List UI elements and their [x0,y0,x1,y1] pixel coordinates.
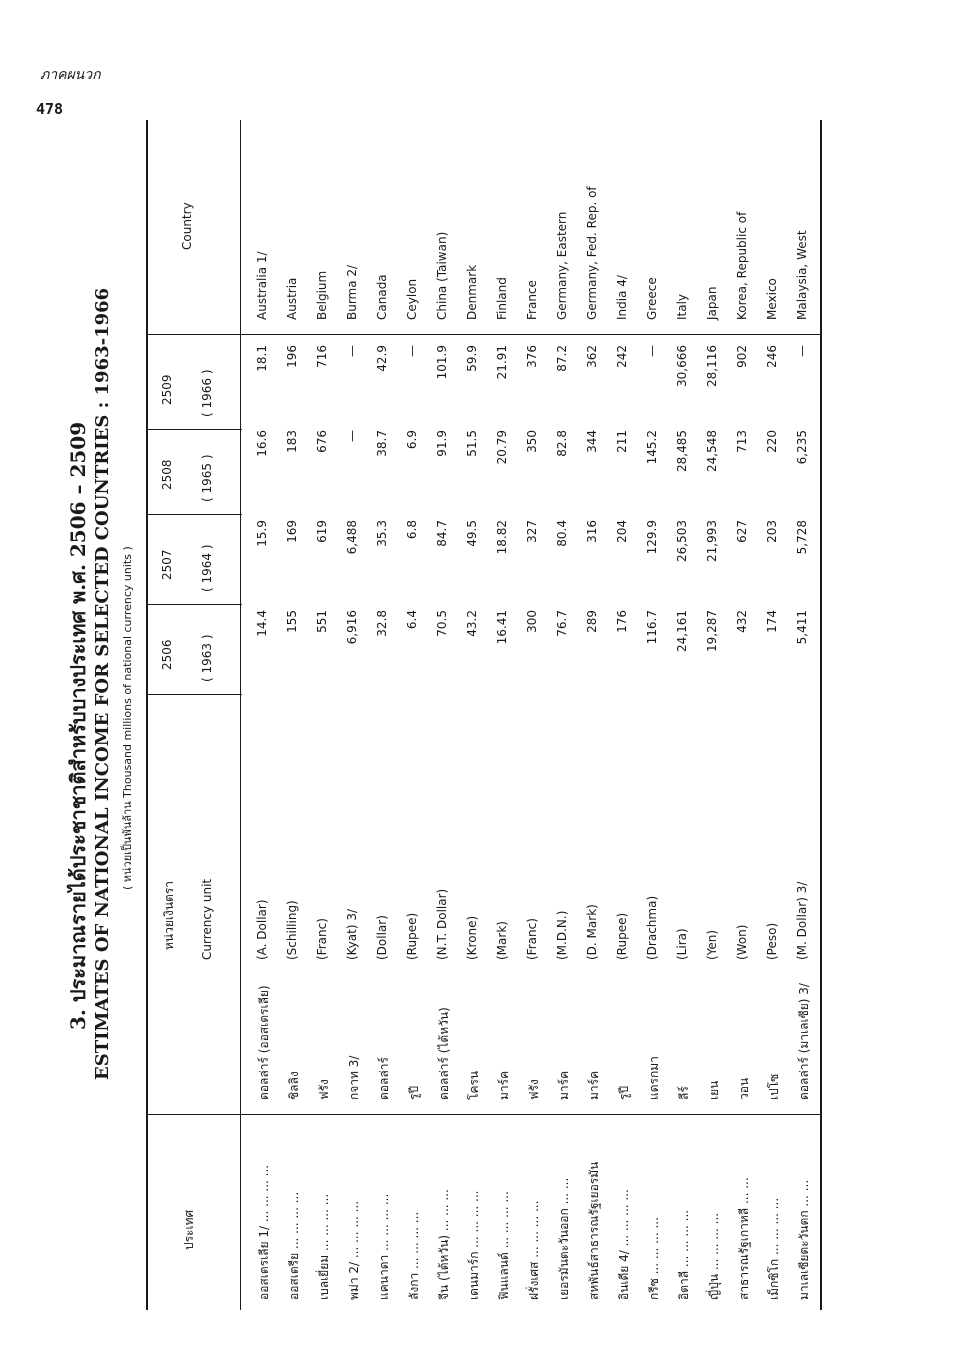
unit-note: ( หน่วยเป็นพันล้าน Thousand millions of national currency units ) [121,546,134,890]
rotated-table-block [50,20,850,1330]
value-cell: 16.41 [495,610,509,645]
column-separator [146,334,820,335]
value-cell: 196 [285,345,299,368]
value-cell: 619 [315,520,329,543]
value-cell: 87.2 [555,345,569,372]
value-cell: 289 [585,610,599,633]
currency-thai: เยน [707,1080,721,1100]
value-cell: 300 [525,610,539,633]
header-year-ce: ( 1964 ) [200,544,214,592]
country-english: Denmark [465,264,479,320]
value-cell: 24,548 [705,430,719,472]
value-cell: 362 [585,345,599,368]
currency-thai: เปโซ [767,1073,781,1100]
value-cell: 18.1 [255,345,269,372]
currency-english: (Mark) [495,921,509,960]
value-cell: 24,161 [675,610,689,652]
currency-english: (M.D.N.) [555,910,569,960]
country-thai: แคนาดา ... ... ... ... [377,1193,391,1300]
value-cell: 91.9 [435,430,449,457]
value-cell: 176 [615,610,629,633]
country-english: Germany, Fed. Rep. of [585,186,599,320]
column-separator [146,1114,820,1115]
value-cell: 676 [315,430,329,453]
country-thai: มาเลเซียตะวันตก ... ... [797,1179,811,1300]
value-cell: — [405,345,419,357]
currency-english: (Dollar) [375,915,389,960]
value-cell: 51.5 [465,430,479,457]
currency-thai: มาร์ค [497,1070,511,1100]
country-english: Ceylon [405,278,419,320]
header-currency-english: Currency unit [200,878,214,960]
currency-english: (N.T. Dollar) [435,888,449,960]
value-cell: 432 [735,610,749,633]
currency-english: (D. Mark) [585,904,599,960]
value-cell: 6.8 [405,520,419,540]
country-english: Australia 1/ [255,251,269,320]
value-cell: 350 [525,430,539,453]
value-cell: 129.9 [645,520,659,555]
header-year-ce: ( 1965 ) [200,454,214,502]
country-thai: ลังกา ... ... ... ... [407,1211,421,1300]
country-english: Malaysia, West [795,230,809,320]
value-cell: 6.9 [405,430,419,450]
country-english: Canada [375,274,389,320]
column-separator [146,429,242,430]
country-thai: อินเดีย 4/ ... ... ... ... [617,1189,631,1300]
value-cell: 220 [765,430,779,453]
section-label: ภาคผนวก [40,67,101,83]
currency-english: (Lira) [675,928,689,960]
currency-thai: รูปี [617,1085,631,1100]
country-english: Burma 2/ [345,264,359,320]
currency-english: (M. Dollar) 3/ [795,881,809,960]
currency-english: (A. Dollar) [255,899,269,960]
country-english: Austria [285,277,299,320]
country-thai: อิตาลี ... ... ... ... [677,1209,691,1300]
value-cell: 6,235 [795,430,809,465]
header-year-be: 2506 [160,639,174,670]
value-cell: 246 [765,345,779,368]
country-thai: ออสเตรเลีย 1/ ... ... ... ... [257,1164,271,1300]
country-english: Finland [495,277,509,320]
value-cell: 82.8 [555,430,569,457]
value-cell: 101.9 [435,345,449,380]
value-cell: 6,916 [345,610,359,645]
title-english: ESTIMATES OF NATIONAL INCOME FOR SELECTED COUNTRIES : 1963-1966 [92,287,113,1080]
value-cell: 6.4 [405,610,419,630]
currency-thai: ชิลลิง [287,1071,301,1100]
value-cell: 627 [735,520,749,543]
value-cell: 6,488 [345,520,359,555]
value-cell: 902 [735,345,749,368]
country-english: Japan [705,286,719,320]
value-cell: 32.8 [375,610,389,637]
value-cell: 5,411 [795,610,809,645]
currency-thai: มาร์ค [587,1070,601,1100]
currency-english: (Drachma) [645,895,659,960]
value-cell: 18.82 [495,520,509,555]
currency-english: (Franc) [315,918,329,960]
value-cell: 28,116 [705,345,719,387]
value-cell: 16.6 [255,430,269,457]
value-cell: 38.7 [375,430,389,457]
country-thai: สหพันธ์สาธารณรัฐเยอรมัน [587,1161,601,1300]
value-cell: 28,485 [675,430,689,472]
currency-thai: ดอลล่าร์ [377,1057,391,1100]
country-thai: ฝรั่งเศส ... ... ... ... [527,1200,541,1300]
currency-english: (Schilling) [285,900,299,960]
currency-thai: ดอลล่าร์ (ออสเตรเลีย) [257,985,271,1100]
value-cell: 84.7 [435,520,449,547]
value-cell: 183 [285,430,299,453]
header-bottom-rule [240,120,241,1310]
value-cell: 35.3 [375,520,389,547]
header-year-be: 2508 [160,459,174,490]
value-cell: 59.9 [465,345,479,372]
header-year-be: 2507 [160,549,174,580]
value-cell: 14.4 [255,610,269,637]
value-cell: — [345,430,359,442]
value-cell: 316 [585,520,599,543]
value-cell: 145.2 [645,430,659,465]
country-english: Belgium [315,270,329,320]
value-cell: 42.9 [375,345,389,372]
table-top-rule [146,120,148,1310]
currency-thai: วอน [737,1077,751,1100]
currency-english: (Rupee) [615,912,629,960]
country-english: Italy [675,293,689,320]
header-year-ce: ( 1963 ) [200,634,214,682]
value-cell: — [645,345,659,357]
value-cell: 5,728 [795,520,809,555]
value-cell: 155 [285,610,299,633]
currency-english: (Kyat) 3/ [345,908,359,960]
currency-english: (Franc) [525,918,539,960]
currency-thai: ฟรัง [317,1079,331,1100]
currency-thai: รูปี [407,1085,421,1100]
header-currency-thai: หน่วยเงินตรา [162,880,176,950]
country-thai: จีน (ไต้หวัน) ... ... ... [437,1189,451,1300]
value-cell: 76.7 [555,610,569,637]
value-cell: 174 [765,610,779,633]
country-thai: เยอรมันตะวันออก ... ... [557,1177,571,1300]
table-bottom-rule [820,120,822,1310]
country-thai: สาธารณรัฐเกาหลี ... ... [737,1177,751,1300]
country-english: China (Taiwan) [435,231,449,320]
value-cell: 376 [525,345,539,368]
country-thai: ออสเตรีย ... ... ... ... [287,1191,301,1300]
currency-english: (Yen) [705,929,719,960]
header-country-english: Country [180,202,194,250]
value-cell: 26,503 [675,520,689,562]
value-cell: 169 [285,520,299,543]
country-thai: เบลเยี่ยม ... ... ... ... [317,1193,331,1300]
column-separator [146,694,242,695]
value-cell: 19,287 [705,610,719,652]
value-cell: 80.4 [555,520,569,547]
currency-english: (Rupee) [405,912,419,960]
value-cell: 551 [315,610,329,633]
country-english: France [525,280,539,320]
value-cell: 344 [585,430,599,453]
value-cell: 49.5 [465,520,479,547]
country-english: Germany, Eastern [555,211,569,320]
currency-english: (Peso) [765,922,779,960]
currency-thai: ดอลล่าร์ (มาเลเซีย) 3/ [797,983,811,1100]
country-thai: เม็กซิโก ... ... ... ... [767,1197,781,1300]
header-year-ce: ( 1966 ) [200,369,214,417]
value-cell: 21.91 [495,345,509,380]
currency-thai: ลีร์ [677,1086,691,1100]
country-english: India 4/ [615,275,629,320]
value-cell: 70.5 [435,610,449,637]
header-year-be: 2509 [160,374,174,405]
value-cell: 716 [315,345,329,368]
currency-thai: กจาท 3/ [347,1055,361,1100]
country-english: Greece [645,277,659,320]
country-thai: พม่า 2/ ... ... ... ... [347,1200,361,1300]
country-english: Korea, Republic of [735,211,749,320]
currency-thai: ฟรัง [527,1079,541,1100]
value-cell: 43.2 [465,610,479,637]
value-cell: — [345,345,359,357]
currency-english: (Krone) [465,915,479,960]
country-thai: กรีซ ... ... ... ... [647,1217,661,1300]
currency-thai: แดรกมา [647,1056,661,1100]
value-cell: 211 [615,430,629,453]
currency-english: (Won) [735,924,749,960]
page-number: 478 [36,100,64,118]
currency-thai: มาร์ค [557,1070,571,1100]
header-country-thai: ประเทศ [182,1209,196,1250]
column-separator [146,604,242,605]
value-cell: 116.7 [645,610,659,645]
value-cell: 204 [615,520,629,543]
column-separator [146,514,242,515]
value-cell: 713 [735,430,749,453]
country-english: Mexico [765,278,779,320]
value-cell: 30,666 [675,345,689,387]
value-cell: 15.9 [255,520,269,547]
country-thai: ฟินแลนด์ ... ... ... ... [497,1191,511,1300]
value-cell: — [795,345,809,357]
country-thai: เดนมาร์ก ... ... ... ... [467,1190,481,1300]
title-thai: 3. ประมาณรายได้ประชาชาติสำหรับบางประเทศ พ.ศ. 2506 – 2509 [66,421,90,1030]
value-cell: 327 [525,520,539,543]
country-thai: ญี่ปุ่น ... ... ... ... [707,1212,721,1300]
value-cell: 203 [765,520,779,543]
currency-thai: โครน [467,1070,481,1100]
value-cell: 21,993 [705,520,719,562]
currency-thai: ดอลล่าร์ (ไต้หวัน) [437,1007,451,1100]
value-cell: 20.79 [495,430,509,465]
value-cell: 242 [615,345,629,368]
